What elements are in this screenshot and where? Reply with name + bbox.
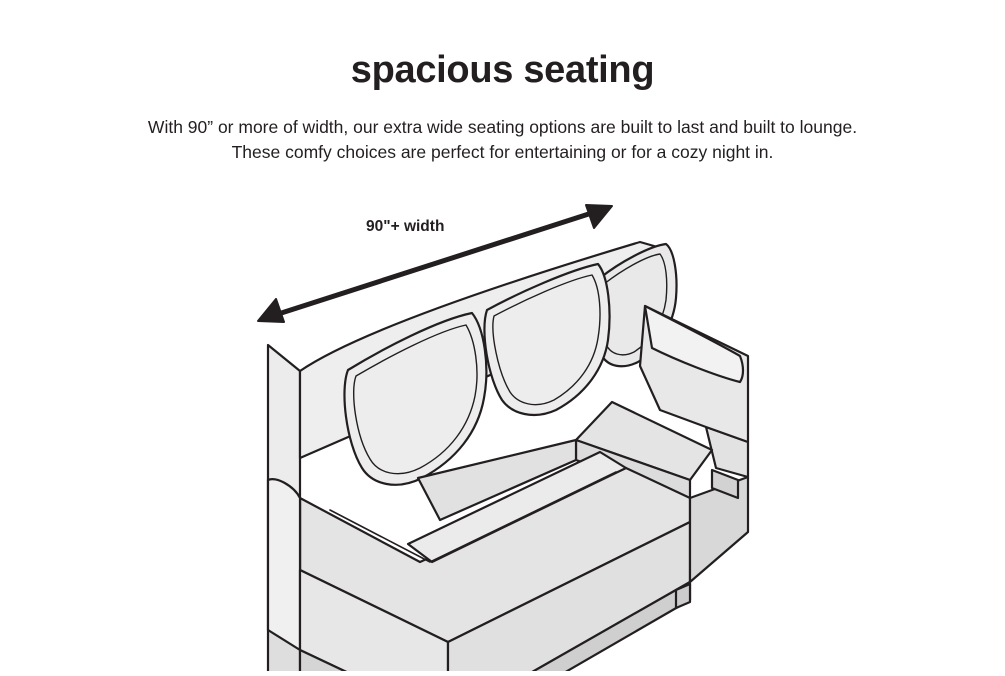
- sofa-illustration: [0, 180, 1005, 671]
- description-line-2: These comfy choices are perfect for entertaining or for a cozy night in.: [231, 142, 774, 163]
- sofa-back-left-panel: [268, 345, 300, 498]
- description-text: [88, 115, 918, 166]
- sofa-line-drawing-svg: [0, 180, 1005, 671]
- sofa-arm-left-top: [268, 479, 300, 650]
- arrow-head-right: [586, 205, 612, 228]
- dimension-label: 90"+ width: [366, 218, 445, 235]
- description-line-1: With 90” or more of width, our extra wide seating options are built to last and built to lounge.: [147, 117, 858, 137]
- page-title: spacious seating: [350, 49, 655, 91]
- sofa-base-right: [690, 477, 748, 582]
- arrow-head-left: [258, 299, 284, 322]
